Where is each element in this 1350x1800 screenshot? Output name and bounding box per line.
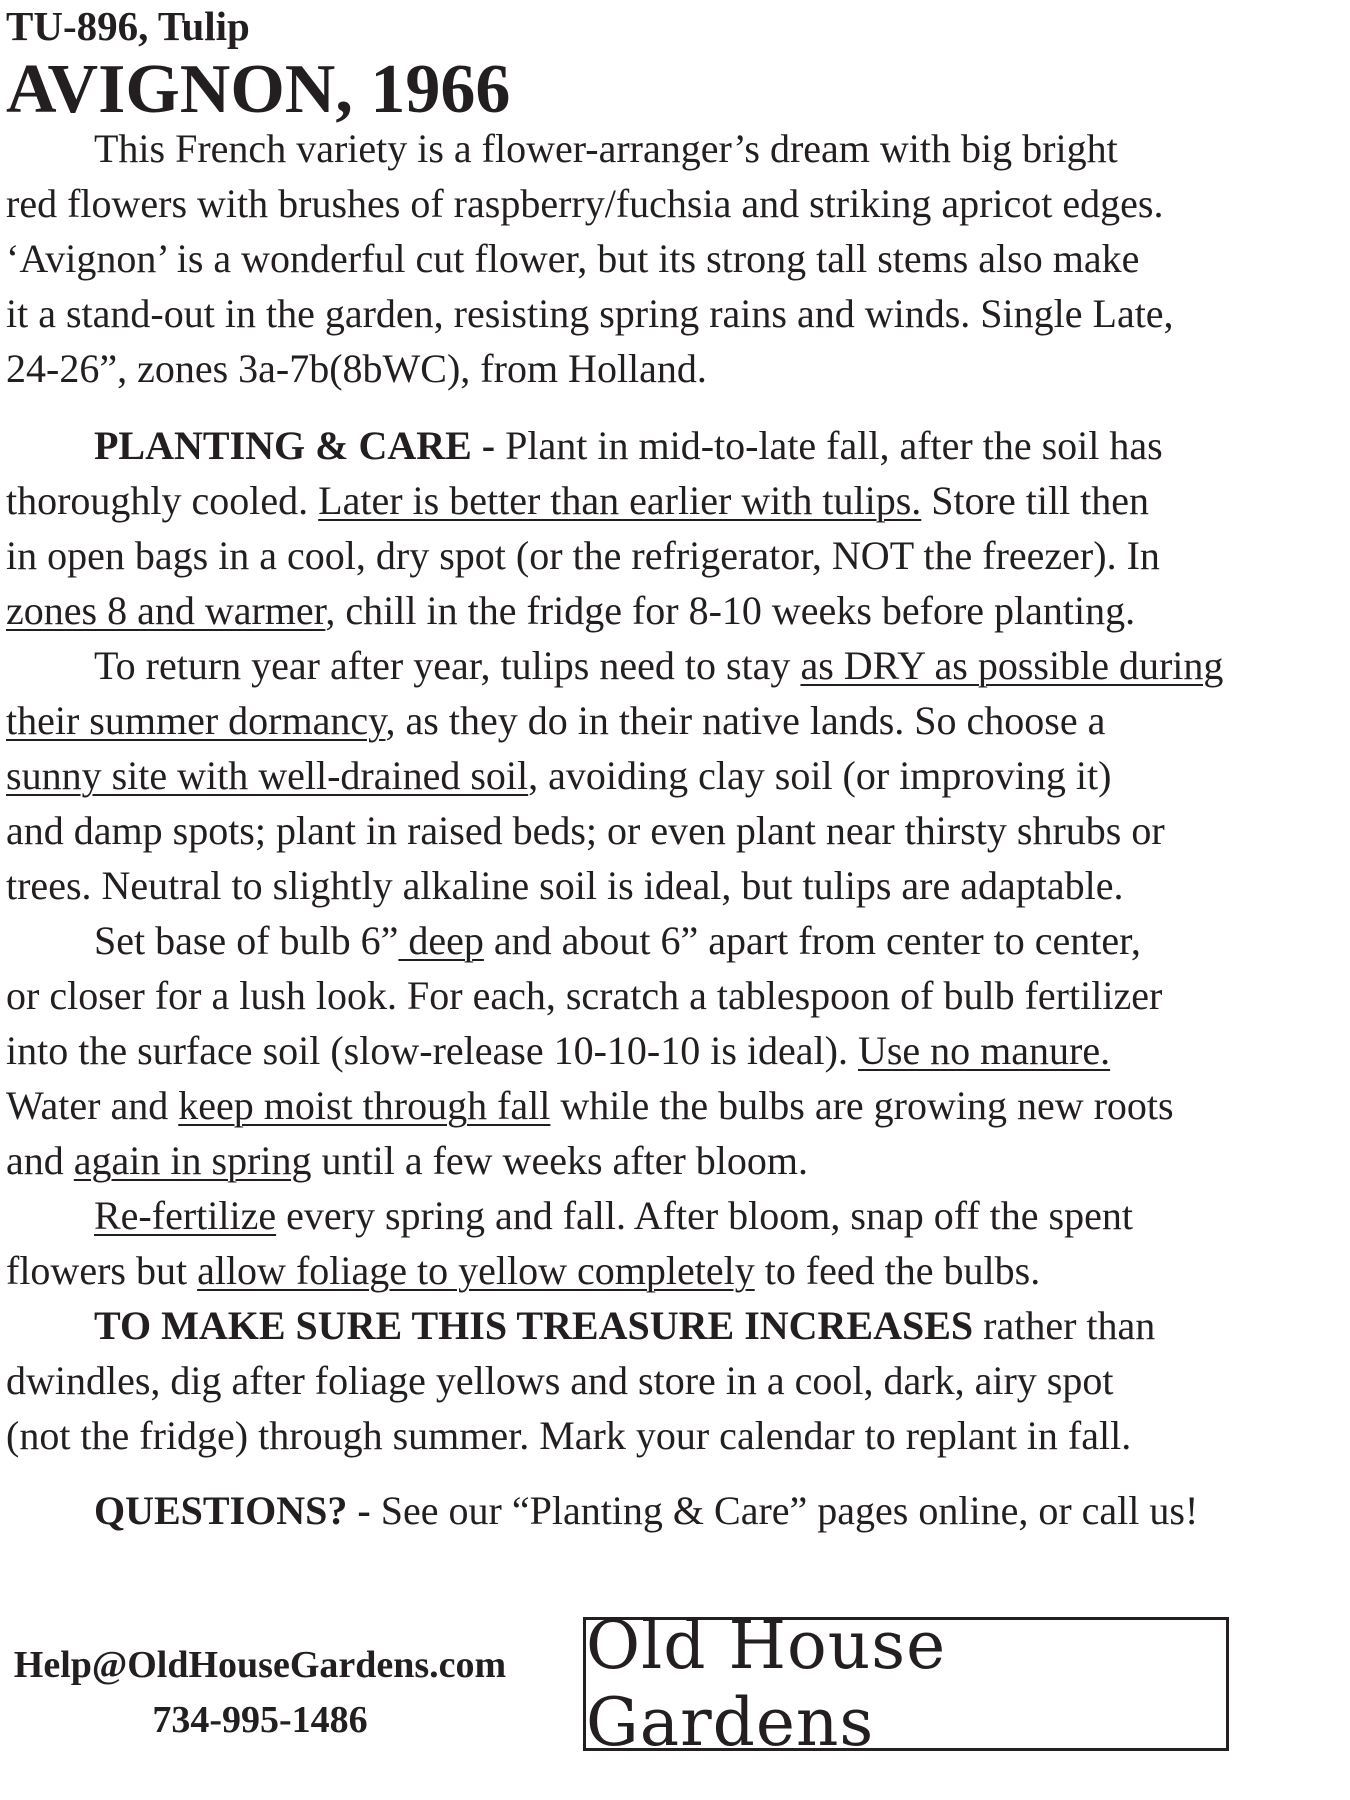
intro-line: This French variety is a flower-arranger’s dream with big bright [94, 126, 1118, 171]
dormancy-line: trees. Neutral to slightly alkaline soil is ideal, but tulips are adaptable. [6, 863, 1124, 908]
dormancy-line: their summer dormancy, as they do in their native lands. So choose a [6, 698, 1106, 743]
emphasis-text: as DRY as possible during [800, 643, 1224, 688]
product-code: TU-896, Tulip [6, 3, 250, 49]
brand-logo [583, 1607, 1229, 1761]
intro-paragraph [6, 121, 1296, 396]
planting-paragraph [6, 418, 1296, 638]
emphasis-text: deep [398, 918, 484, 963]
intro-line: 24-26”, zones 3a-7b(8bWC), from Holland. [6, 346, 707, 391]
questions-line: QUESTIONS? - See our “Planting & Care” pages online, or call us! [94, 1488, 1199, 1533]
contact-email[interactable]: Help@OldHouseGardens.com [13, 1644, 507, 1686]
intro-line: red flowers with brushes of raspberry/fuchsia and striking apricot edges. [6, 181, 1164, 226]
emphasis-text: keep moist through fall [178, 1083, 551, 1128]
treasure-paragraph [6, 1298, 1296, 1463]
refertilize-line: flowers but allow foliage to yellow completely to feed the bulbs. [6, 1248, 1041, 1293]
questions-heading: QUESTIONS? - [94, 1488, 371, 1533]
dormancy-line: sunny site with well-drained soil, avoiding clay soil (or improving it) [6, 753, 1112, 798]
emphasis-text: Later is better than earlier with tulips. [318, 478, 922, 523]
emphasis-text: Re-fertilize [94, 1193, 277, 1238]
planting-line: PLANTING & CARE - Plant in mid-to-late fall, after the soil has [94, 423, 1163, 468]
depth-line: into the surface soil (slow-release 10-10-10 is ideal). Use no manure. [6, 1028, 1111, 1073]
emphasis-text: their summer dormancy [6, 698, 386, 743]
depth-line: or closer for a lush look. For each, scratch a tablespoon of bulb fertilizer [6, 973, 1163, 1018]
intro-line: ‘Avignon’ is a wonderful cut flower, but its strong tall stems also make [6, 236, 1140, 281]
planting-heading: PLANTING & CARE - [94, 423, 496, 468]
treasure-line: dwindles, dig after foliage yellows and store in a cool, dark, airy spot [6, 1358, 1114, 1403]
dormancy-paragraph [6, 638, 1296, 913]
treasure-heading: TO MAKE SURE THIS TREASURE INCREASES [94, 1303, 974, 1348]
page-title: AVIGNON, 1966 [6, 51, 511, 128]
contact-phone[interactable]: 734-995-1486 [152, 1699, 368, 1741]
emphasis-text: sunny site with well-drained soil [6, 753, 529, 798]
treasure-line: TO MAKE SURE THIS TREASURE INCREASES rather than [94, 1303, 1156, 1348]
instruction-sheet [6, 0, 1296, 1538]
dormancy-line: To return year after year, tulips need to stay as DRY as possible during [94, 643, 1224, 688]
depth-paragraph [6, 913, 1296, 1188]
emphasis-text: Use no manure. [857, 1028, 1111, 1073]
depth-line: Set base of bulb 6” deep and about 6” apart from center to center, [94, 918, 1141, 963]
questions-paragraph [6, 1483, 1296, 1538]
planting-line: zones 8 and warmer, chill in the fridge for 8-10 weeks before planting. [6, 588, 1136, 633]
emphasis-text: allow foliage to yellow completely [197, 1248, 755, 1293]
refertilize-line: Re-fertilize every spring and fall. After bloom, snap off the spent [94, 1193, 1133, 1238]
depth-line: Water and keep moist through fall while the bulbs are growing new roots [6, 1083, 1174, 1128]
logo-text: Old House Gardens [586, 1607, 947, 1761]
emphasis-text: zones 8 and warmer [6, 588, 326, 633]
dormancy-line: and damp spots; plant in raised beds; or even plant near thirsty shrubs or [6, 808, 1165, 853]
planting-line: thoroughly cooled. Later is better than earlier with tulips. Store till then [6, 478, 1150, 523]
refertilize-paragraph [6, 1188, 1296, 1298]
intro-line: it a stand-out in the garden, resisting spring rains and winds. Single Late, [6, 291, 1174, 336]
depth-line: and again in spring until a few weeks after bloom. [6, 1138, 809, 1183]
contact-block [10, 1638, 510, 1748]
treasure-line: (not the fridge) through summer. Mark your calendar to replant in fall. [6, 1413, 1132, 1458]
planting-line: in open bags in a cool, dry spot (or the refrigerator, NOT the freezer). In [6, 533, 1160, 578]
emphasis-text: again in spring [73, 1138, 312, 1183]
